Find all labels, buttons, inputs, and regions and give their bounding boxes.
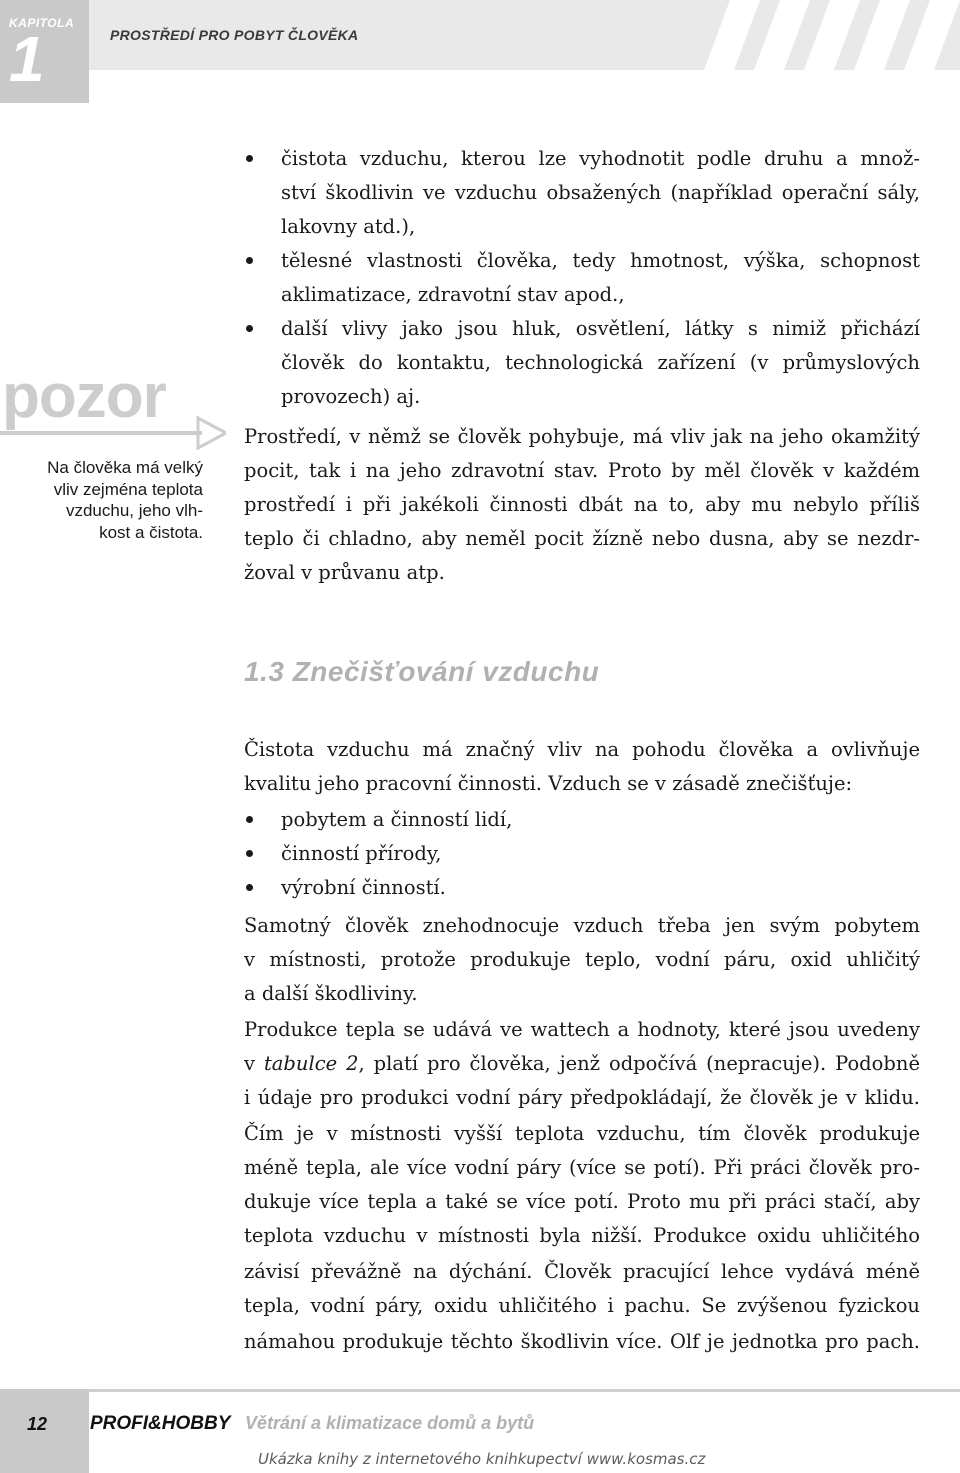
paragraph-line: prostředí i při jakékoli činnosti dbát na to, aby mu nebylo příliš bbox=[244, 493, 920, 516]
paragraph-line: Produkce tepla se udává ve wattech a hodnoty, které jsou uvedeny bbox=[244, 1018, 920, 1041]
paragraph-line: méně tepla, ale více vodní páry (více se potí). Při práci člověk pro- bbox=[244, 1156, 920, 1179]
pozor-note bbox=[0, 457, 203, 543]
paragraph-line: závisí převážně na dýchání. Člověk pracující lehce vydává méně bbox=[244, 1260, 920, 1283]
chapter-title: PROSTŘEDÍ PRO POBYT ČLOVĚKA bbox=[110, 27, 359, 43]
bullet-icon bbox=[246, 257, 253, 264]
bullet-icon bbox=[246, 816, 253, 823]
source-item: pobytem a činností lidí, bbox=[281, 808, 513, 831]
text-fragment: , platí pro člověka, jenž odpočívá (nepracuje). Podobně bbox=[358, 1052, 920, 1075]
book-title: Větrání a klimatizace domů a bytů bbox=[245, 1413, 535, 1433]
paragraph-line: Čistota vzduchu má značný vliv na pohodu člověka a ovlivňuje bbox=[244, 738, 920, 761]
pozor-note-line: vliv zejména teplota bbox=[53, 479, 203, 499]
header-stripes-decoration bbox=[700, 0, 960, 70]
paragraph-line: tepla, vodní páry, oxidu uhličitého i pachu. Se zvýšenou fyzickou bbox=[244, 1294, 920, 1317]
promo-text: Ukázka knihy z internetového knihkupectví www.kosmas.cz bbox=[258, 1450, 706, 1468]
bullet-line: člověk do kontaktu, technologická zařízení (v průmyslových bbox=[281, 351, 920, 374]
bullet-line: aklimatizace, zdravotní stav apod., bbox=[281, 283, 625, 306]
bullet-line: provozech) aj. bbox=[281, 385, 421, 408]
source-item: činností přírody, bbox=[281, 842, 442, 865]
paragraph-line: teplota vzduchu v místnosti byla nižší. Produkce oxidu uhličitého bbox=[244, 1224, 920, 1247]
paragraph-line: žoval v průvanu atp. bbox=[244, 561, 445, 584]
paragraph-line: Čím je v místnosti vyšší teplota vzduchu, tím člověk produkuje bbox=[244, 1122, 920, 1145]
text-fragment: v bbox=[244, 1052, 264, 1075]
bullet-icon bbox=[246, 325, 253, 332]
pozor-note-line: vzduchu, jeho vlh- bbox=[65, 501, 203, 520]
paragraph-line: Samotný člověk znehodnocuje vzduch třeba jen svým pobytem bbox=[244, 914, 920, 937]
bullet-line: další vlivy jako jsou hluk, osvětlení, látky s nimiž přichází bbox=[281, 317, 920, 340]
paragraph-line: v místnosti, protože produkuje teplo, vodní páru, oxid uhličitý bbox=[244, 948, 920, 971]
bullet-line: čistota vzduchu, kterou lze vyhodnotit podle druhu a množ- bbox=[281, 147, 920, 170]
chapter-label: KAPITOLA bbox=[9, 16, 75, 30]
bullet-line: ství škodlivin ve vzduchu obsažených (například operační sály, bbox=[281, 181, 920, 204]
paragraph-line: teplo či chladno, aby neměl pocit žízně nebo dusna, aby se nezdr- bbox=[244, 527, 920, 550]
chapter-number: 1 bbox=[9, 23, 45, 95]
bullet-icon bbox=[246, 884, 253, 891]
bullet-line: tělesné vlastnosti člověka, tedy hmotnost, výška, schopnost bbox=[281, 249, 920, 272]
source-item: výrobní činností. bbox=[281, 876, 446, 899]
paragraph-line: a další škodliviny. bbox=[244, 982, 418, 1005]
paragraph-line bbox=[244, 1047, 920, 1081]
pozor-arrow-icon bbox=[0, 414, 226, 454]
paragraph-line: i údaje pro produkci vodní páry předpokládají, že člověk je v klidu. bbox=[244, 1086, 920, 1109]
paragraph-line: Prostředí, v němž se člověk pohybuje, má vliv jak na jeho okamžitý bbox=[244, 425, 920, 448]
bullet-line: lakovny atd.), bbox=[281, 215, 416, 238]
bullet-icon bbox=[246, 155, 253, 162]
paragraph-line: dukuje více tepla a také se více potí. Proto mu při práci stačí, aby bbox=[244, 1190, 920, 1213]
bullet-icon bbox=[246, 850, 253, 857]
paragraph-line: kvalitu jeho pracovní činnosti. Vzduch se v zásadě znečišťuje: bbox=[244, 772, 853, 795]
pozor-heading: pozor bbox=[2, 362, 166, 431]
page-number: 12 bbox=[27, 1414, 48, 1434]
paragraph-line: pocit, tak i na jeho zdravotní stav. Proto by měl člověk v každém bbox=[244, 459, 920, 482]
paragraph-line: námahou produkuje těchto škodlivin více. Olf je jednotka pro pach. bbox=[244, 1330, 920, 1353]
publisher-brand: PROFI&HOBBY bbox=[90, 1413, 231, 1434]
section-heading: 1.3 Znečišťování vzduchu bbox=[244, 656, 600, 687]
pozor-note-line: kost a čistota. bbox=[99, 522, 203, 542]
table-reference: tabulce 2 bbox=[263, 1052, 359, 1075]
footer-rule bbox=[89, 1389, 960, 1392]
pozor-note-line: Na člověka má velký bbox=[47, 458, 203, 477]
